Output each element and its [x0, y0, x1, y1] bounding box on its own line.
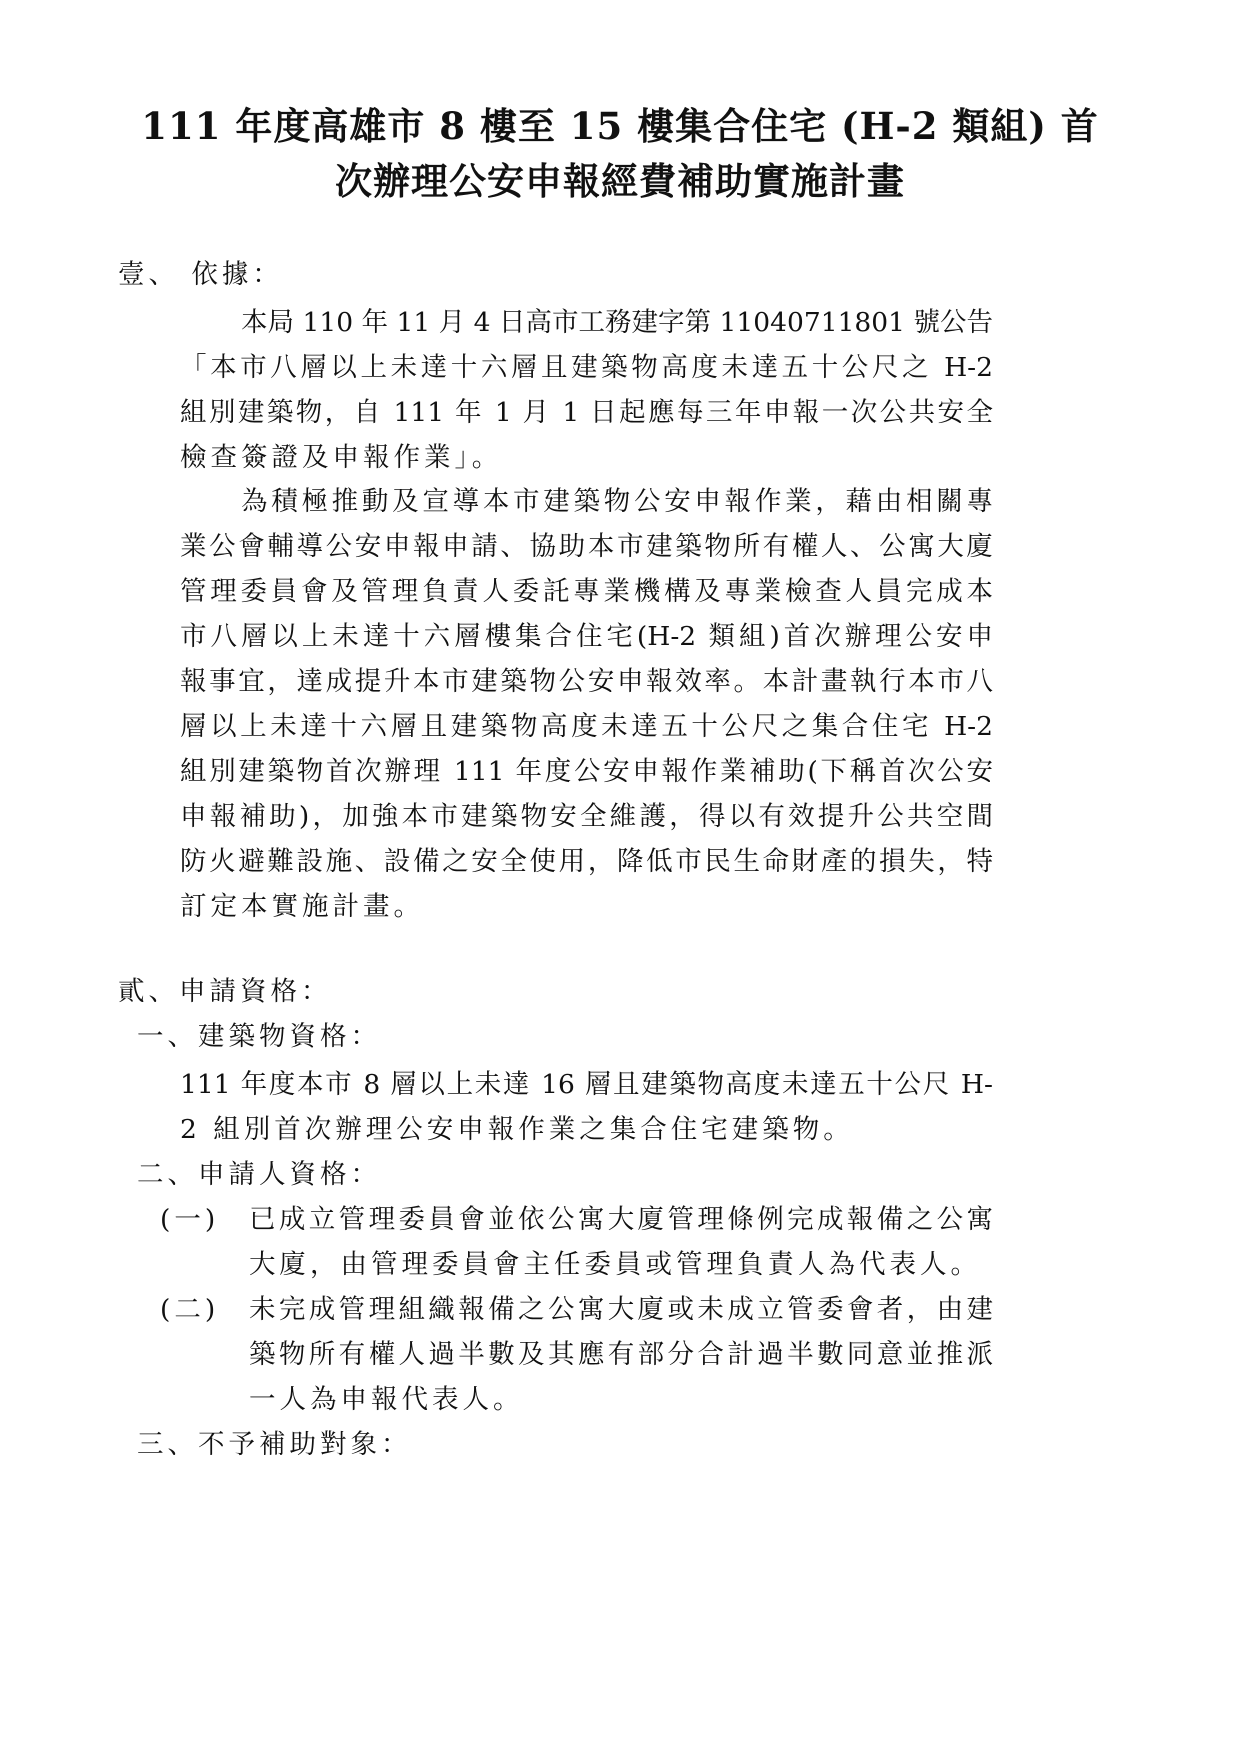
section-1-para-2-line: 申報補助)，加強本市建築物安全維護，得以有效提升公共空間: [180, 801, 993, 832]
item-marker: (一): [160, 1204, 220, 1235]
section-1-para-1-line: 檢查簽證及申報作業」。: [180, 442, 503, 473]
item-line: 已成立管理委員會並依公寓大廈管理條例完成報備之公寓: [249, 1204, 993, 1235]
section-1-para-2-line: 報事宜，達成提升本市建築物公安申報效率。本計畫執行本市八: [180, 666, 993, 697]
section-1-para-2-line: 管理委員會及管理負責人委託專業機構及專業檢查人員完成本: [180, 576, 993, 607]
item-line: 築物所有權人過半數及其應有部分合計過半數同意並推派: [249, 1339, 993, 1370]
section-1-para-2-line: 層以上未達十六層且建築物高度未達五十公尺之集合住宅 H-2: [180, 711, 993, 742]
section-2-heading: 貳、申請資格：: [118, 976, 332, 1007]
subsection-exclusion-heading: 三、不予補助對象：: [137, 1429, 412, 1460]
item-line: 未完成管理組織報備之公寓大廈或未成立管委會者，由建: [249, 1294, 993, 1325]
subsection-building-heading: 一、建築物資格：: [137, 1021, 381, 1052]
section-1-para-1-line: 「本市八層以上未達十六層且建築物高度未達五十公尺之 H-2: [180, 352, 993, 383]
section-1-para-2-line: 為積極推動及宣導本市建築物公安申報作業，藉由相關專: [241, 486, 993, 517]
section-1-para-2-line: 組別建築物首次辦理 111 年度公安申報作業補助(下稱首次公安: [180, 756, 993, 787]
section-1-heading: 壹、 依據：: [118, 259, 283, 290]
subsection-building-line: 2 組別首次辦理公安申報作業之集合住宅建築物。: [180, 1114, 854, 1145]
document-title-line-1: 111 年度高雄市 8 樓至 15 樓集合住宅 (H-2 類組) 首: [141, 104, 1099, 148]
section-1-para-2-line: 訂定本實施計畫。: [180, 891, 424, 922]
section-1-para-1-line: 本局 110 年 11 月 4 日高市工務建字第 11040711801 號公告: [241, 307, 993, 338]
section-1-para-2-line: 業公會輔導公安申報申請、協助本市建築物所有權人、公寓大廈: [180, 531, 993, 562]
section-1-para-1-line: 組別建築物，自 111 年 1 月 1 日起應每三年申報一次公共安全: [180, 397, 993, 428]
subsection-building-line: 111 年度本市 8 層以上未達 16 層且建築物高度未達五十公尺 H-: [180, 1069, 993, 1100]
document-title-line-2: 次辦理公安申報經費補助實施計畫: [335, 159, 905, 203]
section-1-para-2-line: 市八層以上未達十六層樓集合住宅(H-2 類組)首次辦理公安申: [180, 621, 993, 652]
item-marker: (二): [160, 1294, 220, 1325]
item-line: 一人為申報代表人。: [249, 1384, 524, 1415]
section-1-para-2-line: 防火避難設施、設備之安全使用，降低市民生命財產的損失，特: [180, 846, 993, 877]
subsection-applicant-heading: 二、申請人資格：: [137, 1159, 381, 1190]
item-line: 大廈，由管理委員會主任委員或管理負責人為代表人。: [249, 1249, 981, 1280]
